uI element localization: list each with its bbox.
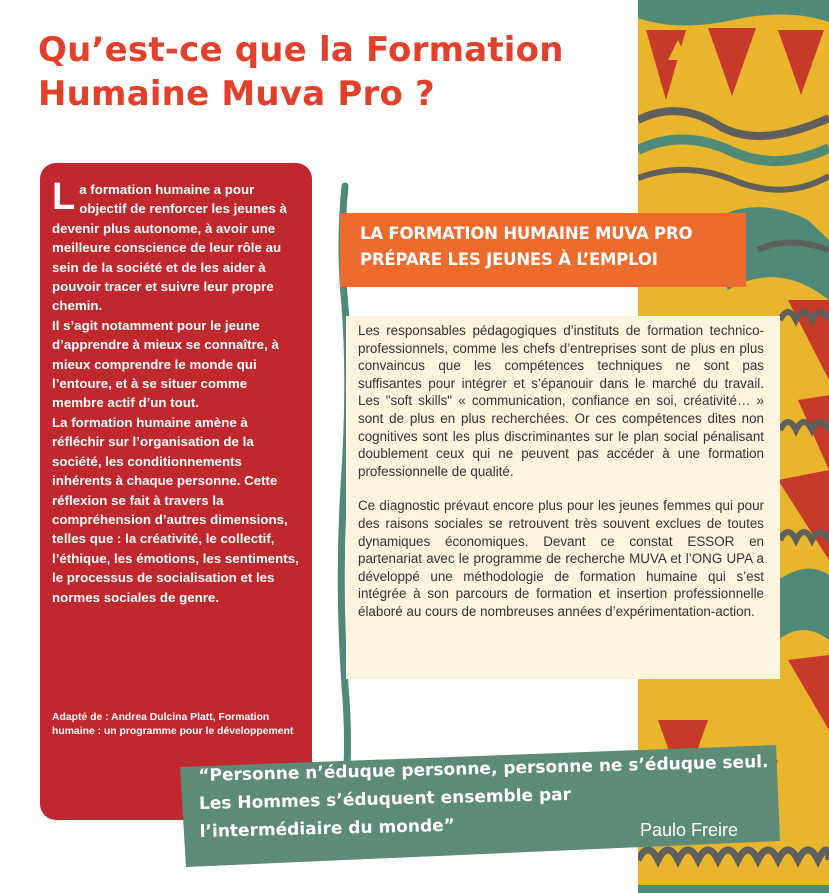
title-line-2: Humaine Muva Pro ? — [38, 74, 435, 114]
page-title — [38, 28, 638, 116]
intro-text — [52, 176, 300, 607]
quote-author: Paulo Freire — [640, 820, 739, 840]
intro-sidebar — [40, 163, 312, 820]
title-line-1: Qu’est-ce que la Formation — [38, 30, 564, 70]
quote-line-3: l’intermédiaire du monde” — [199, 815, 456, 842]
dropcap-letter: L — [52, 176, 76, 218]
intro-paragraph-2: Il s’agit notamment pour le jeune d’apprendre à mieux se connaître, à mieux comprendre le monde qui l’entoure, et à se situer comme membre actif d’un tout. — [52, 317, 279, 411]
article-box — [346, 316, 780, 679]
banner-line-1: LA FORMATION HUMAINE MUVA PRO — [360, 224, 693, 243]
section-banner — [340, 213, 746, 287]
banner-line-2: PRÉPARE LES JEUNES À L’EMPLOI — [360, 250, 658, 269]
quote-line-1: “Personne n’éduque personne, personne ne s’éduque seul. — [198, 752, 769, 786]
article-paragraph-1: Les responsables pédagogiques d’instituts de formation technico-professionnels, comme les chefs d’entreprises sont de plus en plus convaincus que les compétences techniques ne sont pas suffisantes pour intégrer et s’épanouir dans le marché du travail. Les "soft skills" « communication, confiance en soi, créativité… » sont de plus en plus recherchées. Or ces compétences dites non cognitives sont les plus discriminantes sur le plan social pénalisant doublement ceux qui ne peuvent pas accéder à une formation professionnelle de qualité. — [358, 323, 764, 479]
intro-paragraph-1: a formation humaine a pour objectif de renforcer les jeunes à devenir plus autonome, à avoir une meilleure conscience de leur rôle au sein de la société et de les aider à pouvoir tracer et suivre leur propre chemin. — [52, 182, 287, 314]
intro-paragraph-3: La formation humaine amène à réfléchir sur l’organisation de la société, les conditionnements inhérents à chaque personne. Cette réflexion se fait à travers la compréhension d’autres dimensions, telles que : la créativité, le collectif, l’éthique, les émotions, les sentiments, le processus de socialisation et les normes sociales de genre. — [52, 414, 299, 605]
article-paragraph-2: Ce diagnostic prévaut encore plus pour les jeunes femmes qui pour des raisons sociales se retrouvent très souvent exclues de toutes dynamiques économiques. Devant ce constat ESSOR en partenariat avec le programme de recherche MUVA et l’ONG UPA a développé une méthodologie de formation humaine qui s’est intégrée à son parcours de formation et insertion professionnelle élaboré au cours de nombreuses années d’expérimentation-action. — [358, 498, 764, 619]
source-citation: Adapté de : Andrea Dulcina Platt, Formation humaine : un programme pour le développement — [52, 712, 294, 737]
quote-line-2: Les Hommes s’éduquent ensemble par — [198, 784, 572, 814]
